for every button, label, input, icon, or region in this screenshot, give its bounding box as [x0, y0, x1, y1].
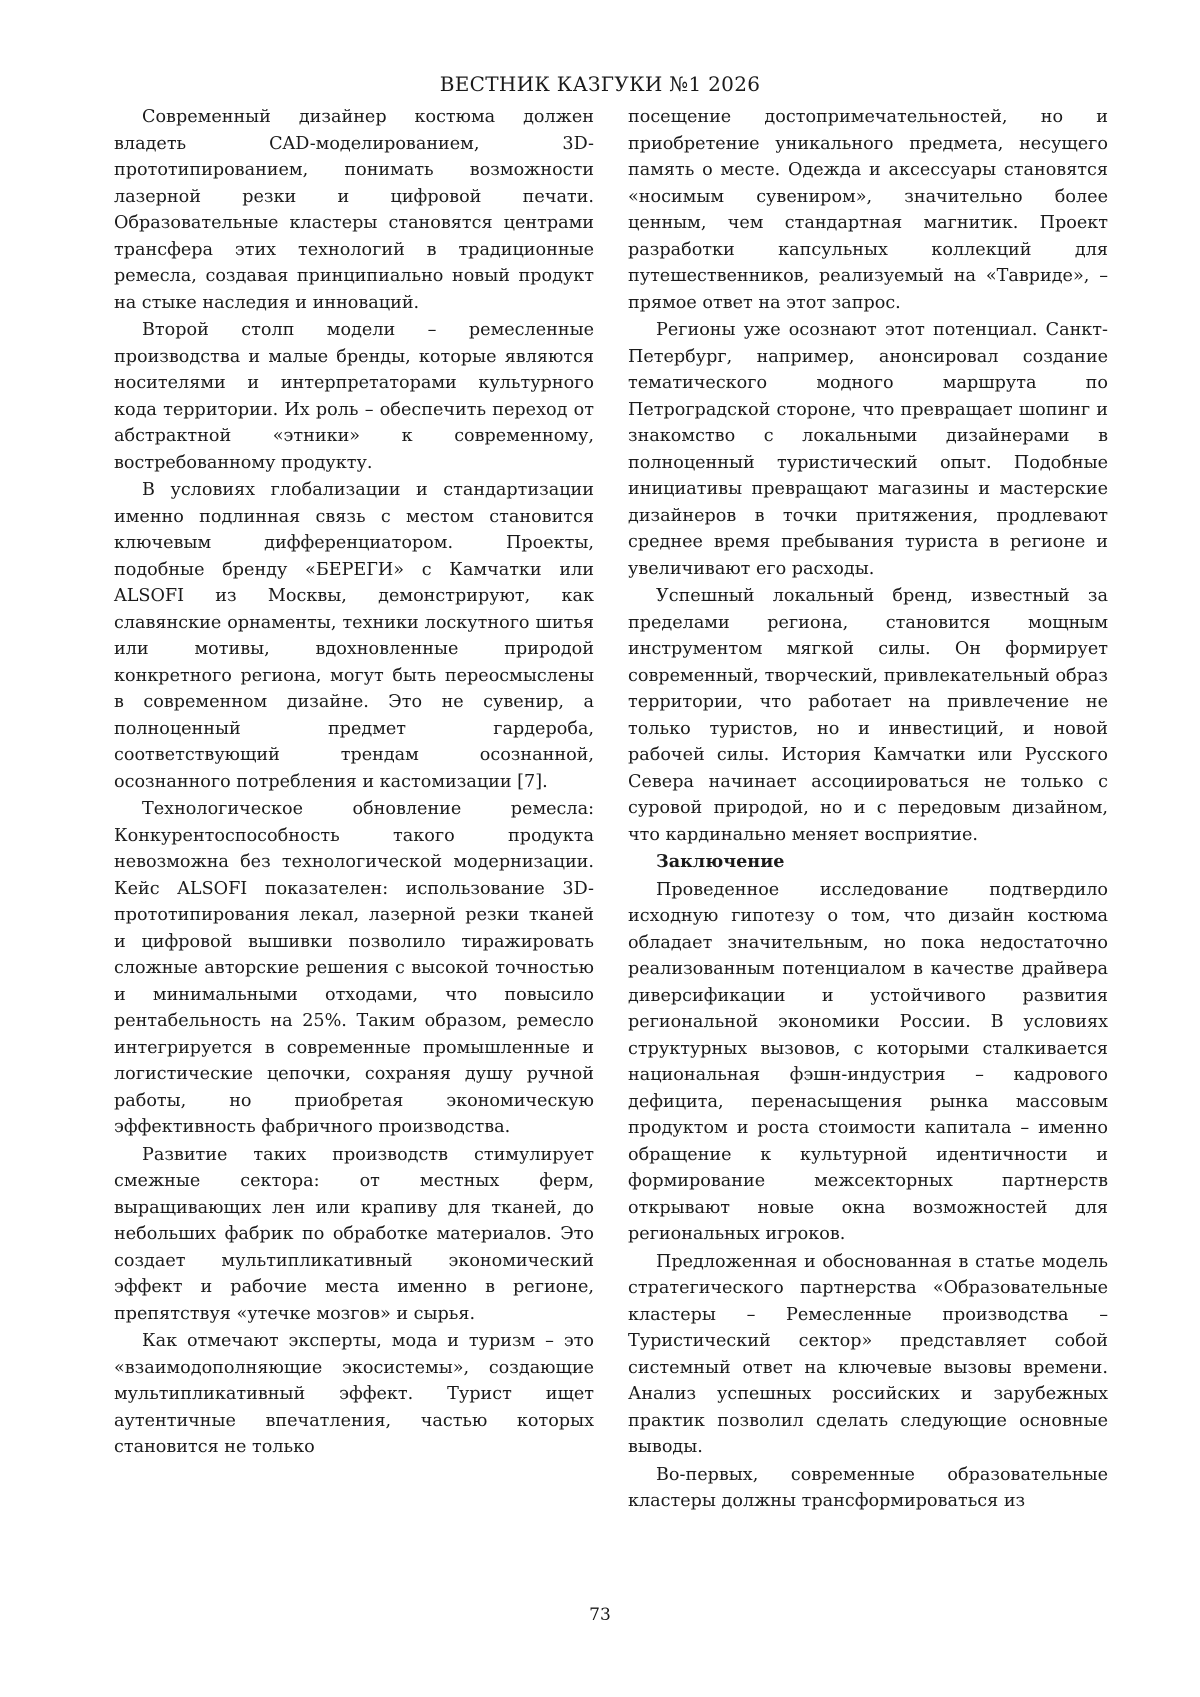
paragraph: Успешный локальный бренд, известный за пределами региона, становится мощным инструментом мягкой силы. Он формирует современный, творческий, привлекательный образ территории, что работает на привлечение не только туристов, но и инвестиций, и новой рабочей силы. История Камчатки или Русского Севера начинает ассоциироваться не только с суровой природой, но и с передовым дизайном, что кардинально меняет восприятие. [628, 586, 1108, 845]
right-column [628, 104, 1108, 1584]
left-column [114, 104, 594, 1584]
paragraph: Регионы уже осознают этот потенциал. Санкт-Петербург, например, анонсировал создание тематического модного маршрута по Петроградской стороне, что превращает шопинг и знакомство с локальными дизайнерами в полноценный туристический опыт. Подобные инициативы превращают магазины и мастерские дизайнеров в точки притяжения, продлевают среднее время пребывания туриста в регионе и увеличивают его расходы. [628, 320, 1108, 579]
paragraph: Технологическое обновление ремесла: Конкурентоспособность такого продукта невозможна без технологической модернизации. Кейс ALSOFI показателен: использование 3D-прототипирования лекал, лазерной резки тканей и цифровой вышивки позволило тиражировать сложные авторские решения с высокой точностью и минимальными отходами, что повысило рентабельность на 25%. Таким образом, ремесло интегрируется в современные промышленные и логистические цепочки, сохраняя душу ручной работы, но приобретая экономическую эффективность фабричного производства. [114, 799, 594, 1137]
article-body [114, 104, 1108, 1584]
paragraph-continuation: посещение достопримечательностей, но и приобретение уникального предмета, несущего память о месте. Одежда и аксессуары становятся «носимым сувениром», значительно более ценным, чем стандартная магнитик. Проект разработки капсульных коллекций для путешественников, реализуемый на «Тавриде», – прямое ответ на этот запрос. [628, 107, 1108, 313]
page-number: 73 [589, 1605, 611, 1625]
paragraph: Современный дизайнер костюма должен владеть CAD-моделированием, 3D-прототипированием, понимать возможности лазерной резки и цифровой печати. Образовательные кластеры становятся центрами трансфера этих технологий в традиционные ремесла, создавая принципиально новый продукт на стыке наследия и инноваций. [114, 107, 594, 313]
paragraph: Второй столп модели – ремесленные производства и малые бренды, которые являются носителями и интерпретаторами культурного кода территории. Их роль – обеспечить переход от абстрактной «этники» к современному, востребованному продукту. [114, 320, 594, 473]
paragraph: В условиях глобализации и стандартизации именно подлинная связь с местом становится ключевым дифференциатором. Проекты, подобные бренду «БЕРЕГИ» с Камчатки или ALSOFI из Москвы, демонстрируют, как славянские орнаменты, техники лоскутного шитья или мотивы, вдохновленные природой конкретного региона, могут быть переосмыслены в современном дизайне. Это не сувенир, а полноценный предмет гардероба, соответствующий трендам осознанной, осознанного потребления и кастомизации [7]. [114, 480, 594, 792]
paragraph: Как отмечают эксперты, мода и туризм – это «взаимодополняющие экосистемы», создающие мультипликативный эффект. Турист ищет аутентичные впечатления, частью которых становится не только [114, 1331, 594, 1457]
section-heading-conclusion: Заключение [656, 851, 785, 872]
running-header: ВЕСТНИК КАЗГУКИ №1 2026 [439, 72, 761, 96]
paragraph: Предложенная и обоснованная в статье модель стратегического партнерства «Образовательные кластеры – Ремесленные производства – Туристический сектор» представляет собой системный ответ на ключевые вызовы времени. Анализ успешных российских и зарубежных практик позволил сделать следующие основные выводы. [628, 1251, 1108, 1457]
paragraph: Развитие таких производств стимулирует смежные сектора: от местных ферм, выращивающих лен или крапиву для тканей, до небольших фабрик по обработке материалов. Это создает мультипликативный экономический эффект и рабочие места именно в регионе, препятствуя «утечке мозгов» и сырья. [114, 1144, 594, 1324]
paragraph: Проведенное исследование подтвердило исходную гипотезу о том, что дизайн костюма обладает значительным, но пока недостаточно реализованным потенциалом в качестве драйвера диверсификации и устойчивого развития региональной экономики России. В условиях структурных вызовов, с которыми сталкивается национальная фэшн-индустрия – кадрового дефицита, перенасыщения рынка массовым продуктом и роста стоимости капитала – именно обращение к культурной идентичности и формирование межсекторных партнерств открывают новые окна возможностей для региональных игроков. [628, 879, 1108, 1244]
paragraph: Во-первых, современные образовательные кластеры должны трансформироваться из [628, 1464, 1108, 1511]
